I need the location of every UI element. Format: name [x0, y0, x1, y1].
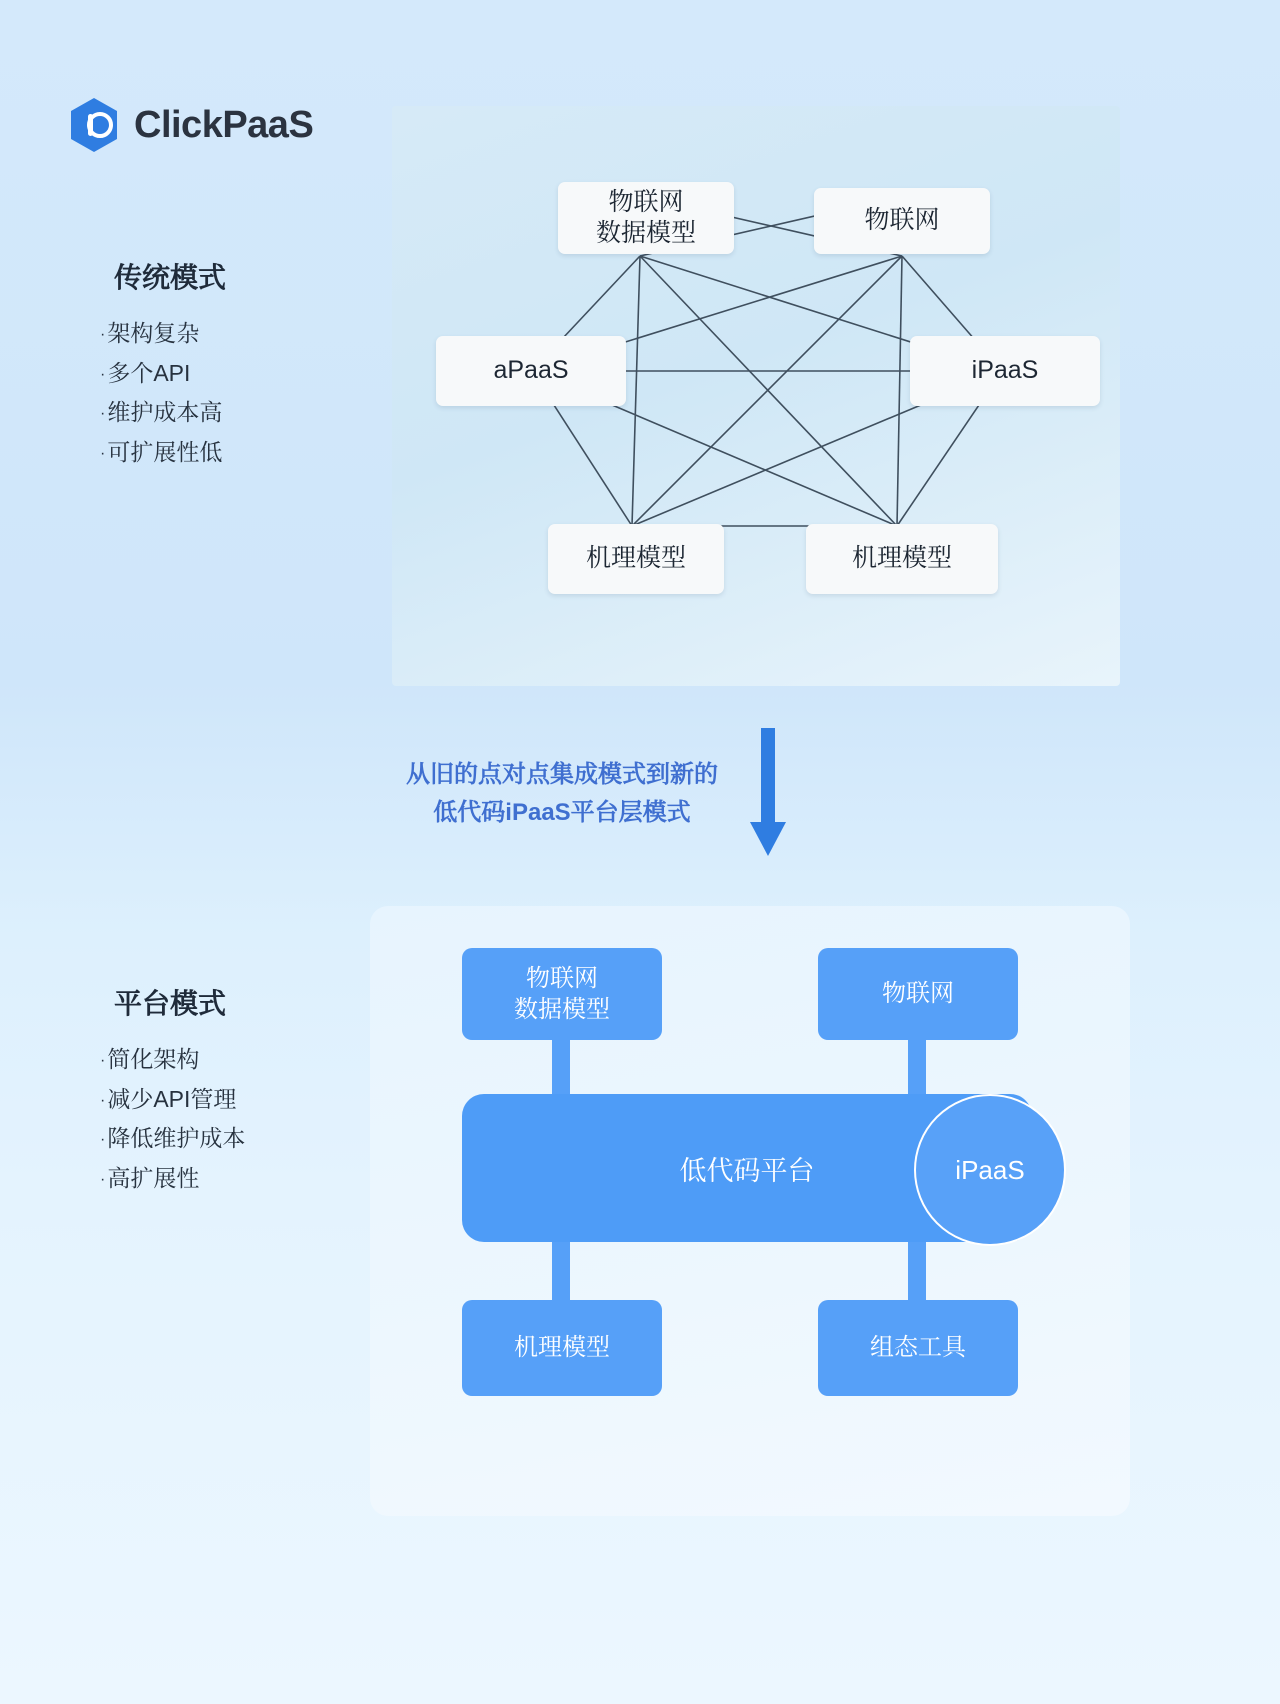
traditional-diagram-panel: [392, 106, 1120, 686]
traditional-mode-block: [100, 256, 400, 472]
node-iot-data-model-old[interactable]: [558, 182, 734, 254]
traditional-bullet-4-label: 可扩展性低: [107, 438, 223, 465]
bullet-dot-icon: ·: [100, 1052, 106, 1070]
traditional-bullet-2: [100, 354, 400, 394]
traditional-bullet-3: [100, 393, 400, 433]
traditional-bullet-2-label: 多个API: [107, 359, 191, 386]
node-low-code-platform-label: 低代码平台: [679, 1155, 815, 1186]
platform-bullet-3-label: 降低维护成本: [107, 1125, 246, 1152]
traditional-bullet-3-label: 维护成本高: [107, 399, 223, 426]
transition-caption: [352, 756, 772, 833]
node-ipaas-new-label: iPaaS: [955, 1154, 1025, 1185]
bullet-dot-icon: ·: [100, 326, 106, 344]
node-iot-new-label: 物联网: [882, 980, 954, 1008]
arrow-down-icon: [748, 728, 788, 858]
traditional-bullet-1: [100, 314, 400, 354]
node-iot-new[interactable]: [818, 948, 1018, 1040]
node-iot-data-model-new-label: [514, 963, 610, 1025]
node-mechanism-model-old-1-label: 机理模型: [585, 544, 686, 573]
bullet-dot-icon: ·: [100, 365, 106, 383]
node-iot-data-model-old-label: [596, 187, 696, 250]
node-mechanism-model-old-2[interactable]: [806, 524, 998, 594]
connector-iot-data-model: [552, 1038, 570, 1098]
bullet-dot-icon: ·: [100, 1170, 106, 1188]
platform-bullet-2-label: 减少API管理: [107, 1085, 237, 1112]
connector-iot: [908, 1038, 926, 1098]
platform-bullet-1-label: 简化架构: [107, 1046, 200, 1072]
node-apaas-old[interactable]: [436, 336, 626, 406]
platform-mode-title: 平台模式: [114, 988, 227, 1019]
node-mechanism-model-new[interactable]: [462, 1300, 662, 1396]
node-line-1: 物联网: [608, 187, 684, 216]
node-line-2: 数据模型: [595, 219, 696, 247]
node-configuration-tool[interactable]: [818, 1300, 1018, 1396]
platform-bullet-2: [100, 1080, 400, 1120]
platform-bullet-3: [100, 1119, 400, 1159]
node-configuration-tool-label: 组态工具: [870, 1334, 966, 1362]
node-line-1: 物联网: [526, 964, 598, 992]
transition-caption-line-1: 从旧的点对点集成模式到新的: [406, 761, 718, 788]
node-mechanism-model-old-2-label: 机理模型: [851, 544, 952, 573]
node-ipaas-new[interactable]: [914, 1094, 1066, 1246]
platform-bullet-4: [100, 1159, 400, 1199]
node-ipaas-old-label: iPaaS: [971, 356, 1039, 385]
connector-mechanism-model: [552, 1238, 570, 1300]
node-iot-data-model-new[interactable]: [462, 948, 662, 1040]
connector-configuration-tool: [908, 1238, 926, 1300]
bullet-dot-icon: ·: [100, 444, 106, 462]
node-ipaas-old[interactable]: [910, 336, 1100, 406]
transition-caption-line-2: 低代码iPaaS平台层模式: [433, 799, 691, 827]
platform-bullet-4-label: 高扩展性: [107, 1164, 200, 1191]
node-mechanism-model-new-label: 机理模型: [514, 1334, 610, 1362]
bullet-dot-icon: ·: [100, 1091, 106, 1109]
node-iot-old[interactable]: [814, 188, 990, 254]
node-iot-old-label: 物联网: [864, 206, 940, 235]
node-apaas-old-label: aPaaS: [493, 356, 569, 385]
clickpaas-hexagon-logo-icon: [68, 96, 120, 154]
node-mechanism-model-old-1[interactable]: [548, 524, 724, 594]
platform-mode-block: [100, 982, 400, 1198]
bullet-dot-icon: ·: [100, 405, 106, 423]
brand-logo: [68, 96, 313, 154]
platform-diagram-panel: [370, 906, 1130, 1516]
bullet-dot-icon: ·: [100, 1131, 106, 1149]
traditional-bullet-4: [100, 433, 400, 473]
node-line-2: 数据模型: [514, 996, 610, 1023]
platform-bullet-1: [100, 1040, 400, 1080]
traditional-mode-title: 传统模式: [114, 262, 227, 293]
traditional-bullet-1-label: 架构复杂: [107, 320, 200, 346]
brand-name: ClickPaaS: [134, 103, 314, 146]
